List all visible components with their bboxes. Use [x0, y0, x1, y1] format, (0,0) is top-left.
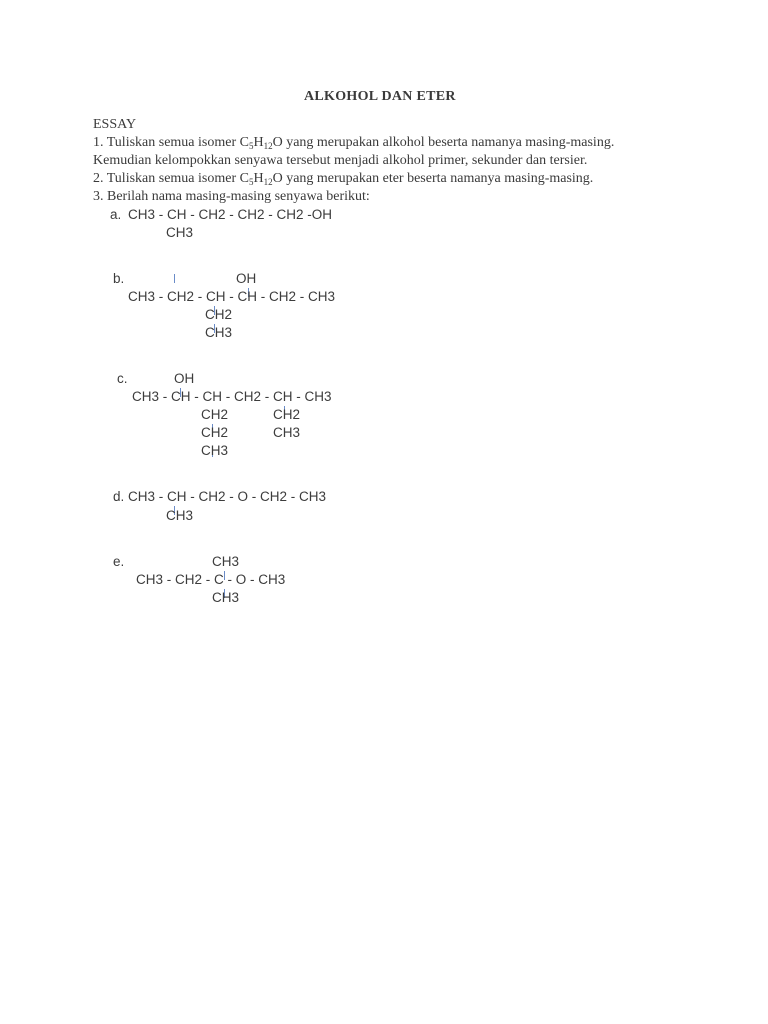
item-c-branch-1a: CH2: [201, 407, 229, 422]
q2-sub-5: 5: [248, 177, 254, 187]
item-c-branch-1b: CH2: [273, 407, 301, 422]
item-a-label: a.: [110, 207, 122, 222]
q2-h: H: [253, 171, 264, 186]
item-e-bottom-branch: CH3: [212, 590, 240, 605]
item-b-label: b.: [113, 271, 125, 286]
item-b-main-chain: CH3 - CH2 - CH - CH - CH2 - CH3: [128, 289, 336, 304]
item-c-label: c.: [117, 371, 128, 386]
q1-text-post: O yang merupakan alkohol beserta namanya masing-masing.: [272, 135, 615, 150]
q2-text-post: O yang merupakan eter beserta namanya masing-masing.: [272, 171, 594, 186]
item-c-branch-3a: CH3: [201, 443, 229, 458]
item-b-bond-mark: [174, 274, 175, 283]
item-e-label: e.: [113, 554, 125, 569]
item-b-branch-2: CH3: [205, 325, 233, 340]
item-b-branch-1: CH2: [205, 307, 233, 322]
item-e-top-branch: CH3: [212, 554, 240, 569]
page-title: ALKOHOL DAN ETER: [304, 89, 456, 104]
q1-sub-5: 5: [248, 141, 254, 151]
item-a-main-chain: CH3 - CH - CH2 - CH2 - CH2 -OH: [128, 207, 333, 222]
question-1-line-1: [93, 134, 614, 152]
q2-text-pre: 2. Tuliskan semua isomer C: [93, 171, 249, 186]
question-1-line-2: Kemudian kelompokkan senyawa tersebut menjadi alkohol primer, sekunder dan tersier.: [93, 153, 588, 168]
q2-sub-12: 12: [263, 177, 273, 187]
item-a-branch-1: CH3: [166, 225, 194, 240]
item-d-label: d.: [113, 489, 125, 504]
item-e-main-chain: CH3 - CH2 - C - O - CH3: [136, 572, 286, 587]
question-2-line-1: [93, 170, 593, 188]
item-b-oh-group: OH: [236, 271, 257, 286]
question-3-line-1: 3. Berilah nama masing-masing senyawa berikut:: [93, 189, 370, 204]
q1-text-pre: 1. Tuliskan semua isomer C: [93, 135, 249, 150]
item-c-main-chain: CH3 - CH - CH - CH2 - CH - CH3: [132, 389, 332, 404]
item-c-oh-group: OH: [174, 371, 195, 386]
item-c-branch-2b: CH3: [273, 425, 301, 440]
section-heading: ESSAY: [93, 117, 137, 132]
item-d-main-chain: CH3 - CH - CH2 - O - CH2 - CH3: [128, 489, 327, 504]
item-d-branch-1: CH3: [166, 508, 194, 523]
q1-sub-12: 12: [263, 141, 273, 151]
q1-h: H: [253, 135, 264, 150]
item-c-branch-2a: CH2: [201, 425, 229, 440]
